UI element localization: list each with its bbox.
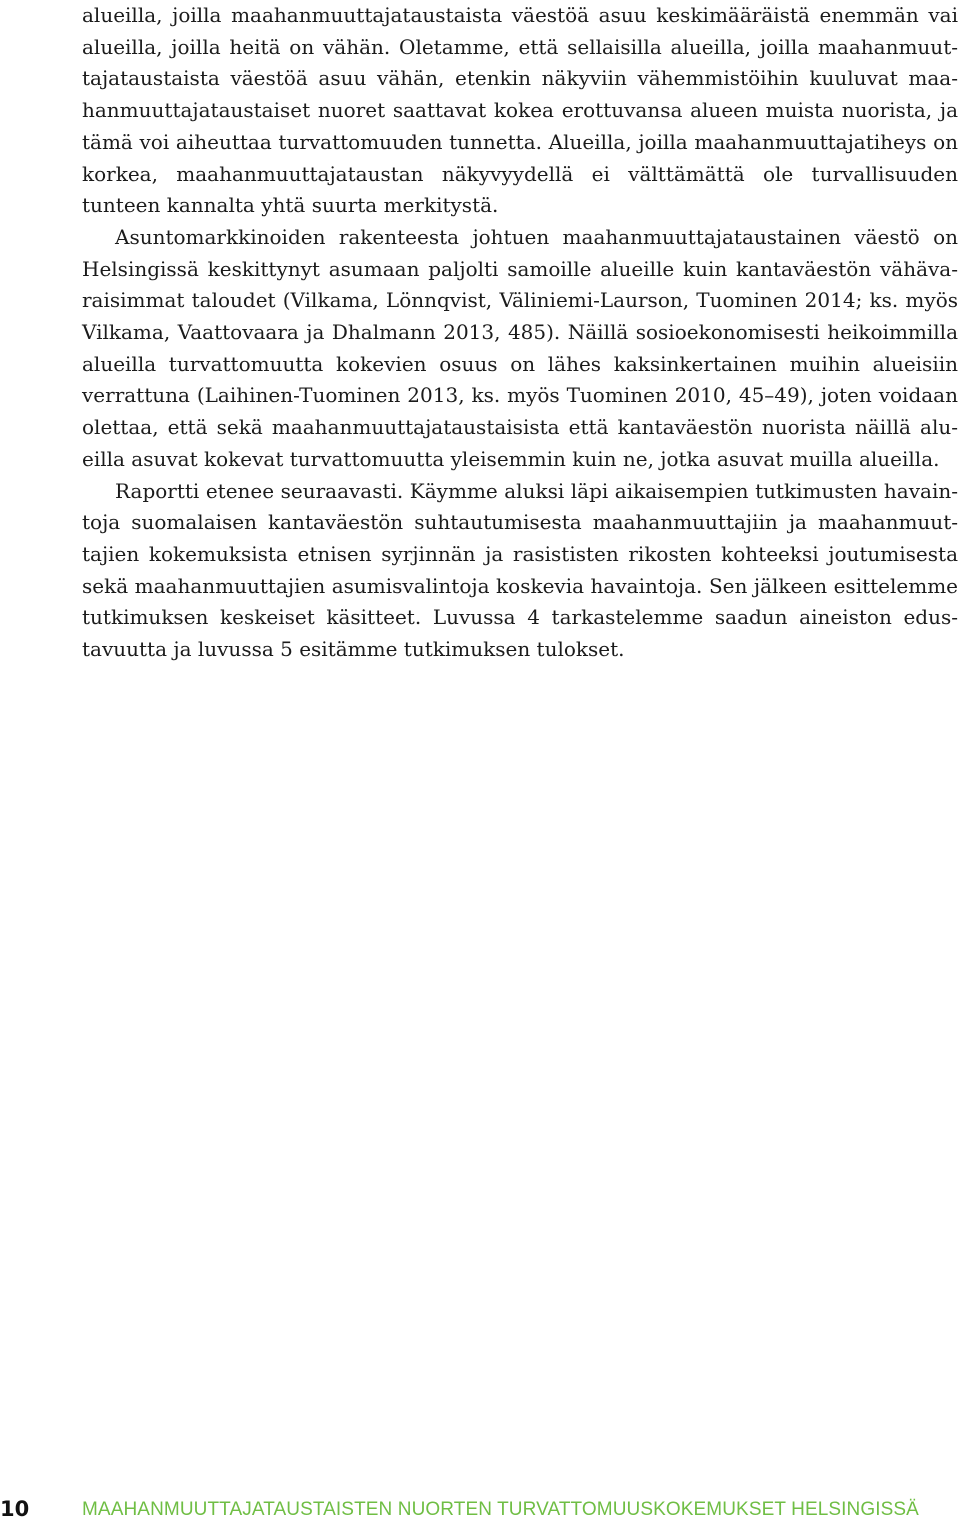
paragraph-report-structure: Raportti etenee seuraavasti. Käymme aluksi läpi aikaisempien tutkimusten havaintoja suomalaisen kantaväestön suhtautumisesta maahanmuuttajiin ja maahanmuuttajien kokemuksista etnisen syrjinnän ja rasististen rikosten kohteeksi joutumisesta sekä maahanmuuttajien asumisvalintoja koskevia havaintoja. Sen jälkeen esittelemme tutkimuksen keskeiset käsitteet. Luvussa 4 tarkastelemme saadun aineiston edustavuutta ja luvussa 5 esitämme tutkimuksen tulokset. [82,478,958,662]
running-title: MAAHANMUUTTAJATAUSTAISTEN NUORTEN TURVATTOMUUSKOKEMUKSET HELSINGISSÄ [82,1499,919,1520]
body-text [82,0,958,666]
page-footer [0,1497,960,1527]
paragraph-housing: Asuntomarkkinoiden rakenteesta johtuen maahanmuuttajataustainen väestö on Helsingissä keskittynyt asumaan paljolti samoille alueille kuin kantaväestön vähävaraisimmat taloudet (Vilkama, Lönnqvist, Väliniemi-Laurson, Tuominen 2014; ks. myös Vilkama, Vaattovaara ja Dhalmann 2013, 485). Näillä sosioekonomisesti heikoimmilla alueilla turvattomuutta kokevien osuus on lähes kaksinkertainen muihin alueisiin verrattuna (Laihinen-Tuominen 2013, ks. myös Tuominen 2010, 45–49), joten voidaan olettaa, että sekä maahanmuuttajataustaisista että kantaväestön nuorista näillä alueilla asuvat kokevat turvattomuutta yleisemmin kuin ne, jotka asuvat muilla alueilla. [82,224,958,471]
paragraph-continued: alueilla, joilla maahanmuuttajataustaista väestöä asuu keskimääräistä enemmän vai alueilla, joilla heitä on vähän. Oletamme, että sellaisilla alueilla, joilla maahanmuuttajataustaista väestöä asuu vähän, etenkin näkyviin vähemmistöihin kuuluvat maahanmuuttajataustaiset nuoret saattavat kokea erottuvansa alueen muista nuorista, ja tämä voi aiheuttaa turvattomuuden tunnetta. Alueilla, joilla maahanmuuttajatiheys on korkea, maahanmuuttajataustan näkyvyydellä ei välttämättä ole turvallisuuden tunteen kannalta yhtä suurta merkitystä. [82,3,958,218]
page-number: 10 [0,1497,30,1521]
